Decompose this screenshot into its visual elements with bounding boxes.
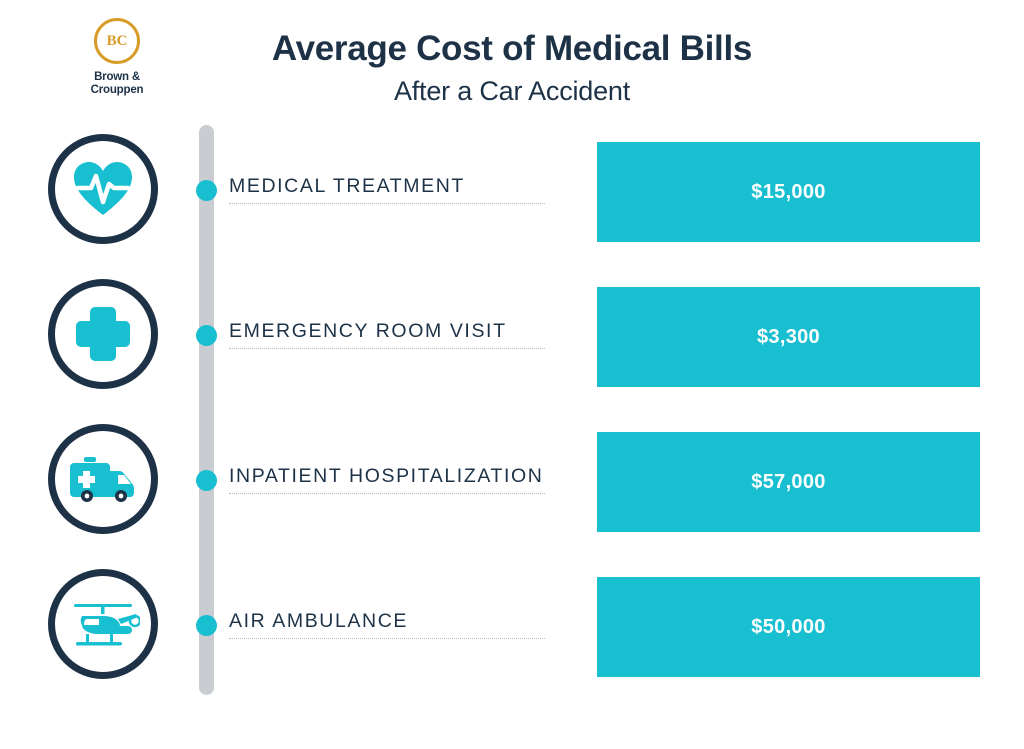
value-bar — [597, 577, 980, 677]
page-title: Average Cost of Medical Bills — [271, 29, 753, 68]
chart-row — [0, 405, 1024, 553]
logo-monogram-text: BC — [106, 32, 128, 49]
category-label: MEDICAL TREATMENT — [229, 175, 465, 197]
helicopter-icon — [48, 569, 158, 679]
logo-wordmark-line1: Brown & — [94, 71, 140, 83]
timeline-dot — [196, 180, 217, 201]
category-label: EMERGENCY ROOM VISIT — [229, 320, 507, 342]
heartbeat-icon — [48, 134, 158, 244]
leader-line — [229, 203, 545, 204]
page-subtitle: After a Car Accident — [393, 76, 631, 106]
value-bar — [597, 287, 980, 387]
category-label: AIR AMBULANCE — [229, 610, 409, 632]
value-label: $15,000 — [751, 180, 826, 203]
timeline-dot — [196, 470, 217, 491]
value-label: $3,300 — [757, 325, 820, 348]
leader-line — [229, 638, 545, 639]
timeline-dot — [196, 615, 217, 636]
value-label: $50,000 — [751, 615, 826, 638]
medical-cross-icon — [48, 279, 158, 389]
chart-row — [0, 550, 1024, 698]
category-label: INPATIENT HOSPITALIZATION — [229, 465, 544, 487]
logo-wordmark-line2: Crouppen — [90, 84, 144, 96]
timeline-dot — [196, 325, 217, 346]
ambulance-icon — [48, 424, 158, 534]
leader-line — [229, 493, 545, 494]
chart-row — [0, 115, 1024, 263]
value-bar — [597, 142, 980, 242]
leader-line — [229, 348, 545, 349]
chart-row — [0, 260, 1024, 408]
value-bar — [597, 432, 980, 532]
value-label: $57,000 — [751, 470, 826, 493]
